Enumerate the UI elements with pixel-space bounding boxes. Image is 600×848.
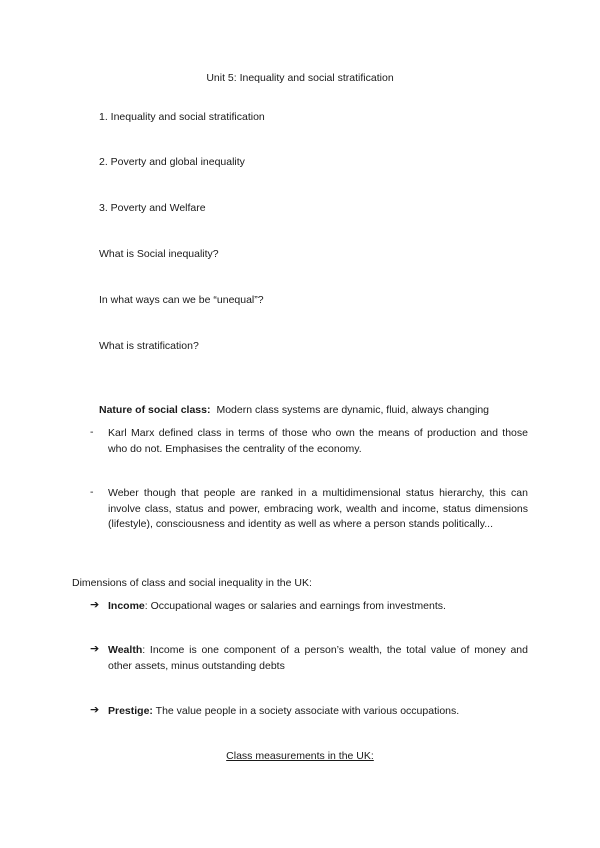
class-measurements-text: Class measurements in the UK: (226, 750, 374, 762)
nature-label: Nature of social class: (99, 404, 211, 416)
bullet-text: Karl Marx defined class in terms of those who own the means of production and those who do not. Emphasises the centrality of the economy. (108, 427, 528, 455)
dimension-text: : Occupational wages or salaries and earnings from investments. (144, 600, 446, 612)
numbered-item-2: 2. Poverty and global inequality (99, 156, 245, 168)
class-measurements-heading (0, 750, 600, 762)
dimension-term: Prestige: (108, 705, 153, 717)
dimension-term: Wealth (108, 644, 143, 656)
dimensions-heading: Dimensions of class and social inequality in the UK: (72, 577, 312, 589)
arrow-icon: ➔ (90, 704, 100, 716)
numbered-item-3: 3. Poverty and Welfare (99, 202, 206, 214)
question-social-inequality: What is Social inequality? (99, 248, 219, 260)
dimension-text: The value people in a society associate with various occupations. (152, 705, 460, 717)
bullet-weber (90, 486, 528, 533)
dimension-text: : Income is one component of a person’s wealth, the total value of money and other assets, minus outstanding debts (108, 644, 528, 672)
bullet-marx (90, 426, 528, 457)
dimension-prestige (90, 704, 528, 720)
question-ways-unequal: In what ways can we be “unequal”? (99, 294, 264, 306)
dimension-income (90, 599, 528, 615)
page-title: Unit 5: Inequality and social stratification (206, 72, 394, 84)
bullet-text: Weber though that people are ranked in a multidimensional status hierarchy, this can involve class, status and power, embracing work, wealth and income, status dimensions (lifestyle), consciousness and identity as well as where a person stands politically... (108, 487, 528, 530)
numbered-item-1: 1. Inequality and social stratification (99, 111, 265, 123)
dimension-wealth (90, 643, 528, 674)
nature-text: Modern class systems are dynamic, fluid, always changing (216, 404, 490, 416)
dimension-term: Income (108, 600, 145, 612)
dash-bullet: - (90, 486, 94, 498)
arrow-icon: ➔ (90, 599, 100, 611)
dash-bullet: - (90, 426, 94, 438)
nature-of-social-class (99, 404, 489, 416)
question-stratification: What is stratification? (99, 340, 199, 352)
arrow-icon: ➔ (90, 643, 100, 655)
